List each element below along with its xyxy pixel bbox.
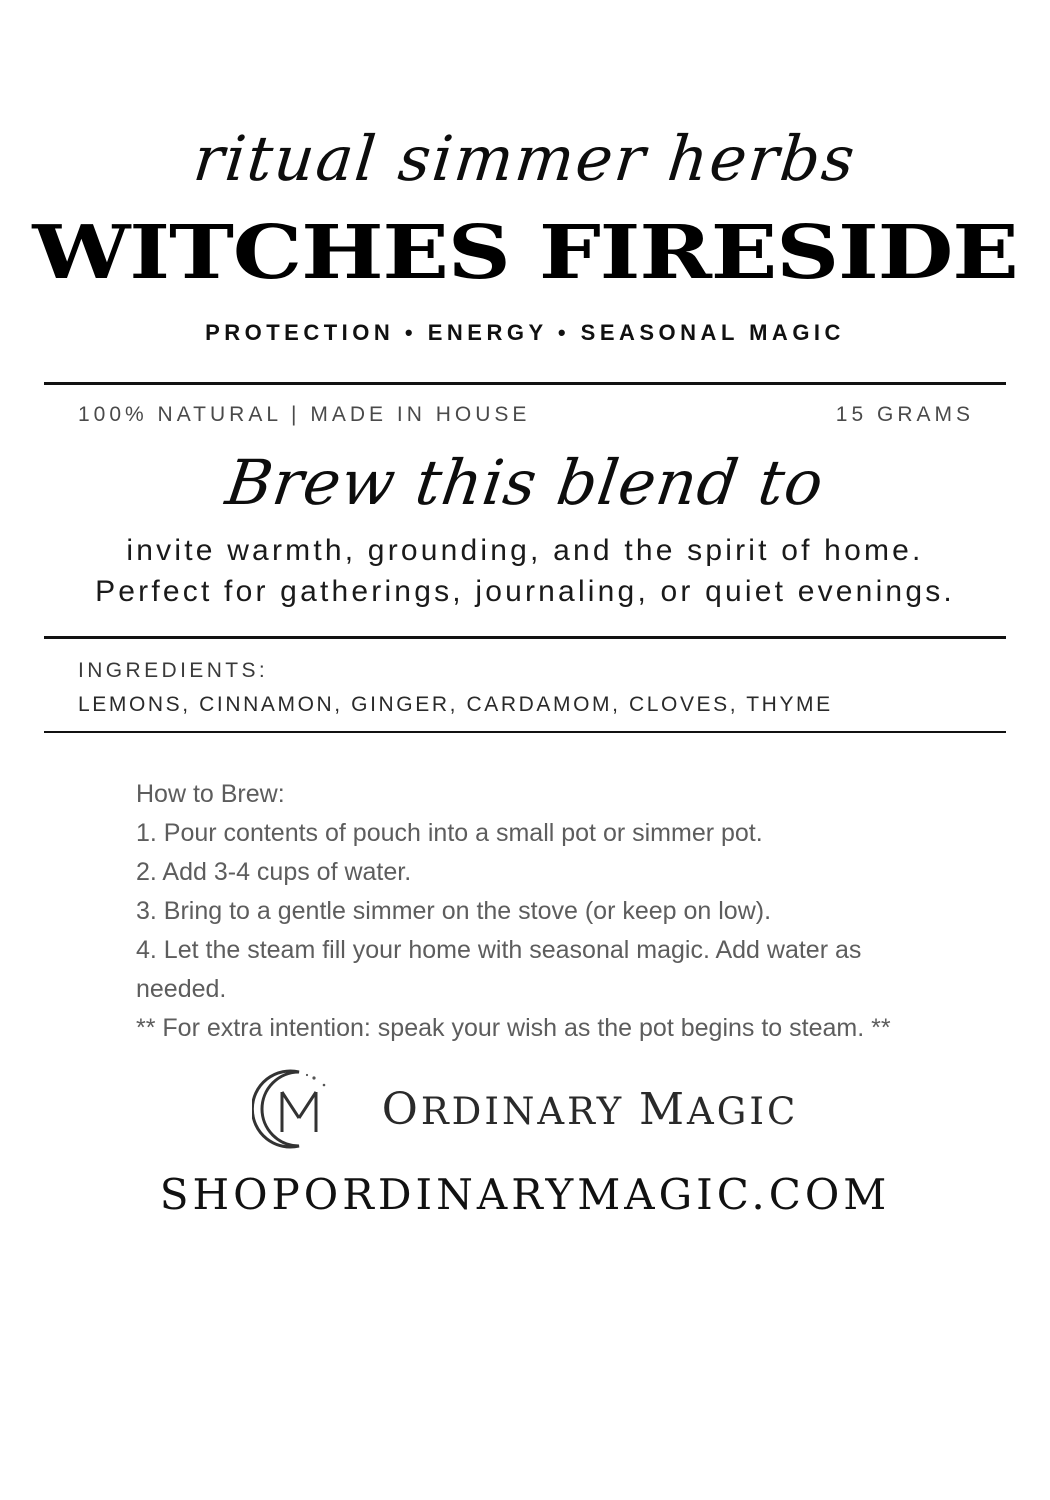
instruction-step: 2. Add 3-4 cups of water. [136,858,412,887]
divider-middle [44,636,1006,639]
meta-row [44,403,1006,427]
brew-description: invite warmth, grounding, and the spirit of home. Perfect for gatherings, journaling, or quiet evenings. [95,534,955,608]
instruction-step: 1. Pour contents of pouch into a small pot or simmer pot. [136,819,763,848]
instruction-step: 3. Bring to a gentle simmer on the stove (or keep on low). [136,897,772,926]
ingredients-block [44,659,1006,717]
instructions-heading: How to Brew: [136,780,285,809]
brand-name-rest-1: RDINARY [420,1089,639,1133]
net-weight: 15 GRAMS [835,403,974,426]
brand-name [382,1084,799,1135]
instruction-step: 4. Let the steam fill your home with seasonal magic. Add water as needed. [136,936,862,1004]
brand-name-cap-m: M [638,1083,688,1135]
script-title: ritual simmer herbs [190,122,860,195]
divider-top [44,382,1006,385]
brand-name-rest-2: AGIC [687,1089,799,1133]
brand-name-cap-o: O [381,1083,421,1135]
benefits-line: PROTECTION • ENERGY • SEASONAL MAGIC [205,320,845,345]
instructions-note: ** For extra intention: speak your wish as the pot begins to steam. ** [136,1014,891,1043]
instructions-block [44,775,1006,1048]
website-url: SHOPORDINARYMAGIC.COM [159,1170,891,1220]
ingredients-label: INGREDIENTS: [78,659,269,683]
natural-claim: 100% NATURAL | MADE IN HOUSE [78,403,531,426]
divider-bottom [44,731,1006,733]
product-name: WITCHES FIRESIDE [32,210,1018,296]
brew-heading: Brew this blend to [221,446,829,519]
brand-lockup [44,1066,1006,1152]
ingredients-list: LEMONS, CINNAMON, GINGER, CARDAMOM, CLOVES, THYME [78,693,833,717]
moon-monogram-icon [252,1066,364,1152]
